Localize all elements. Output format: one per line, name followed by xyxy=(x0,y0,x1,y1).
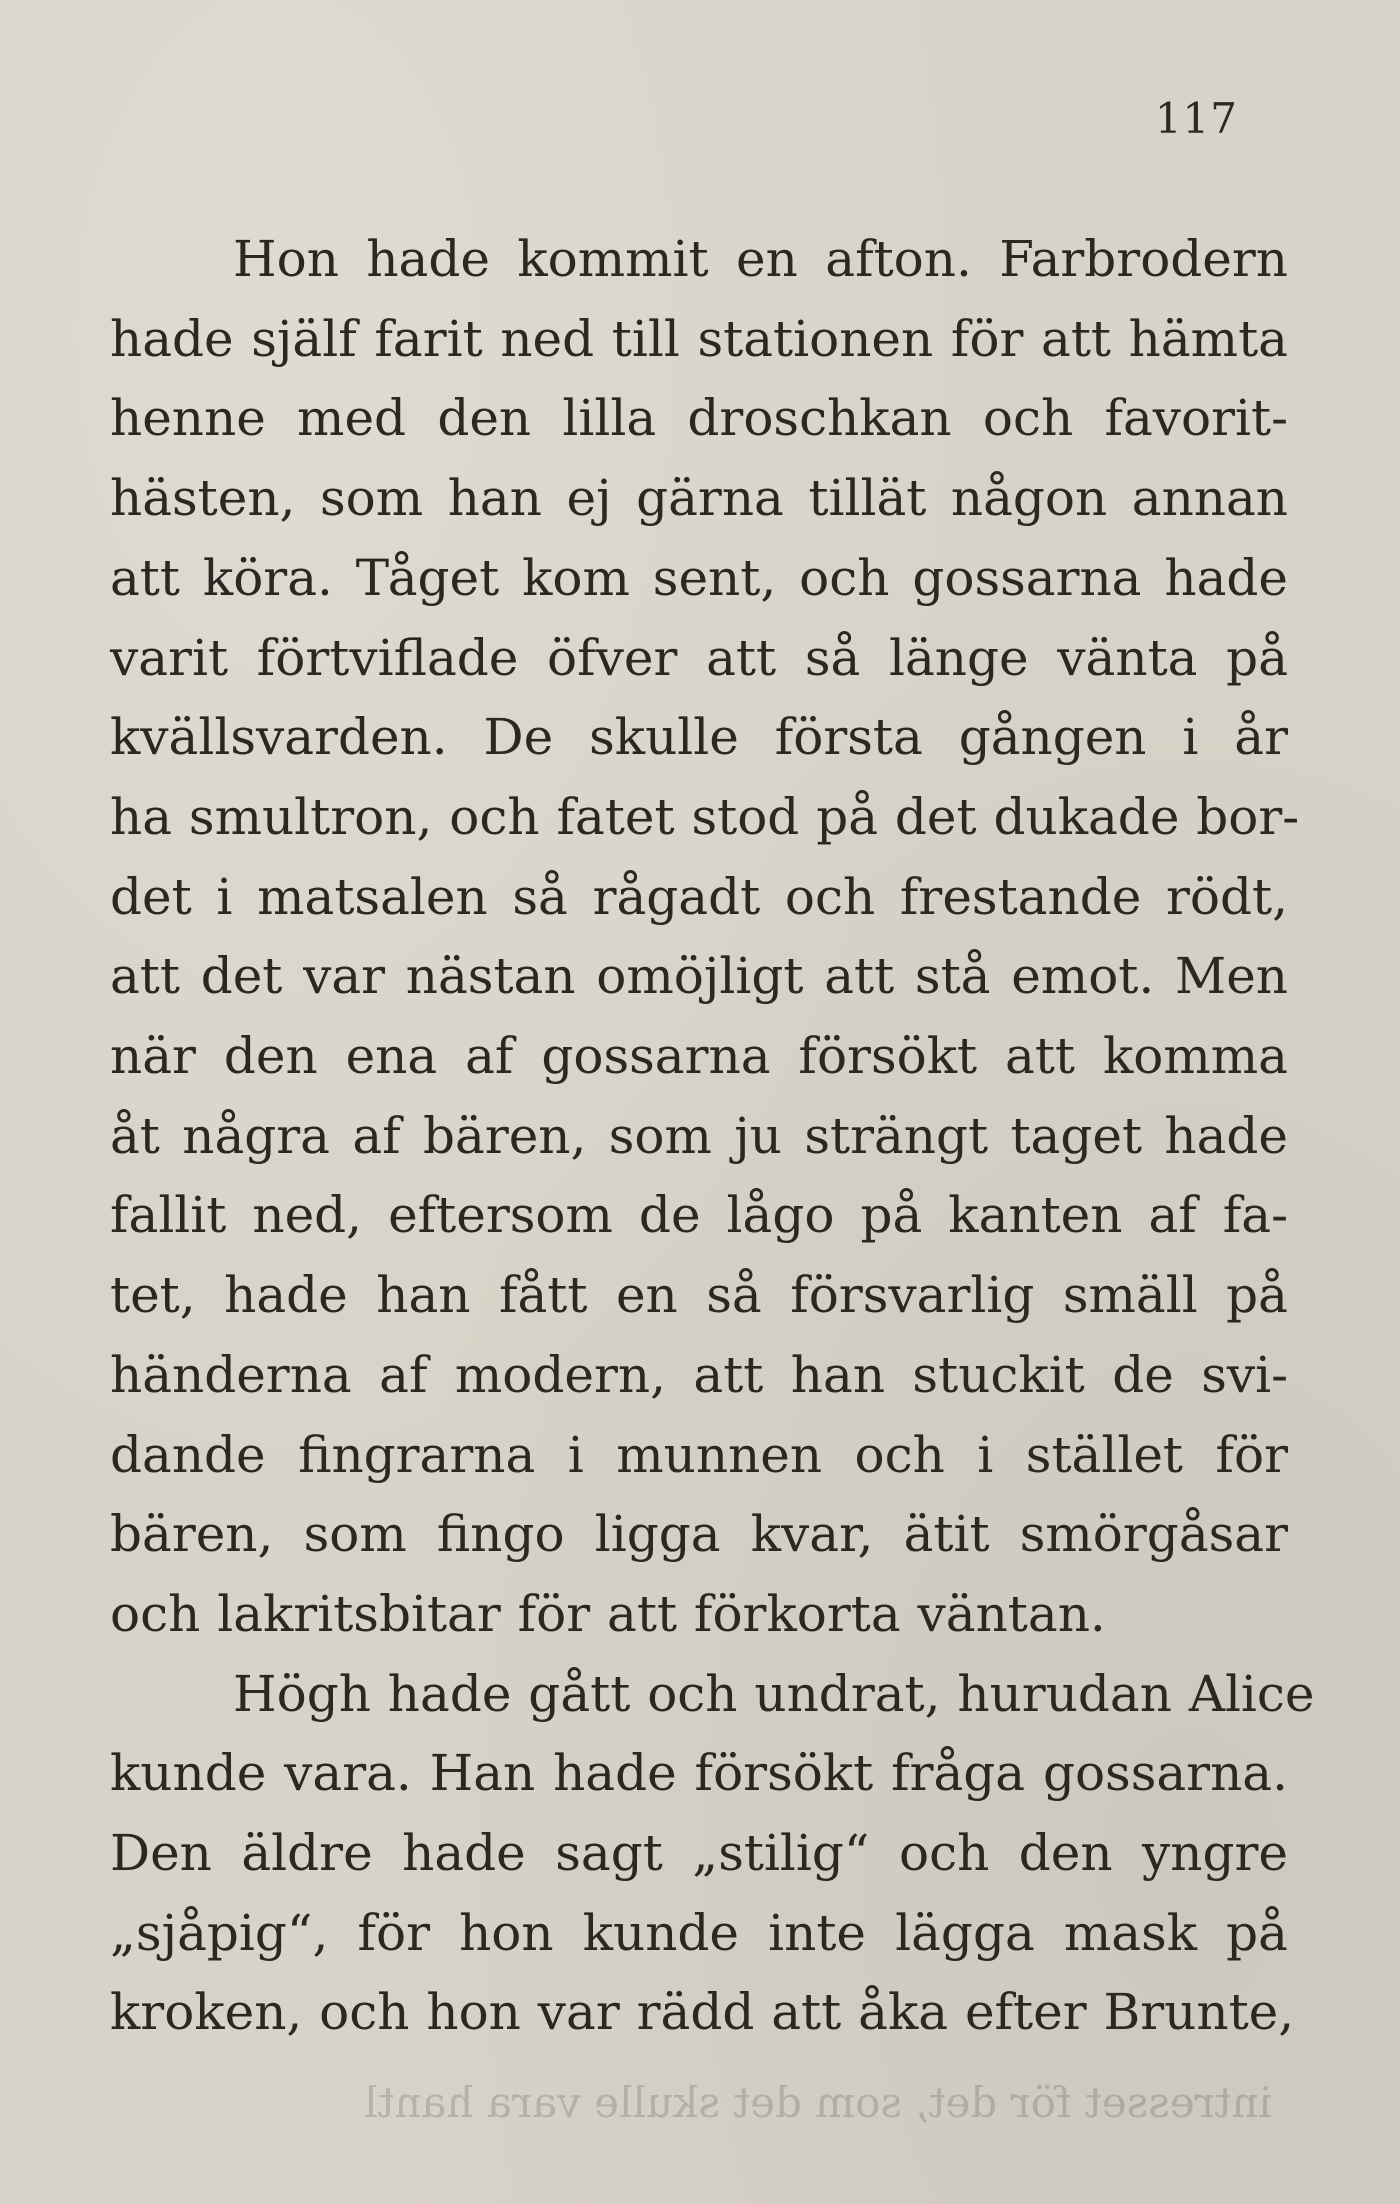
text-line-23: kroken, och hon var rädd att åka efter Brunte, xyxy=(110,1983,1295,2042)
text-line-4: hästen, som han ej gärna tillät någon annan xyxy=(110,469,1288,528)
text-line-10: att det var nästan omöjligt att stå emot. Men xyxy=(110,947,1288,1006)
text-line-15: händerna af modern, att han stuckit de svi- xyxy=(110,1345,1288,1404)
text-line-6: varit förtviflade öfver att så länge vänta på xyxy=(110,628,1288,687)
text-line-5: att köra. Tåget kom sent, och gossarna hade xyxy=(110,548,1288,607)
text-line-19: Högh hade gått och undrat, hurudan Alice xyxy=(233,1664,1315,1723)
text-line-16: dande fingrarna i munnen och i stället för xyxy=(110,1425,1288,1484)
page-number: 117 xyxy=(1154,94,1238,143)
text-line-21: Den äldre hade sagt „stilig“ och den yngre xyxy=(110,1824,1288,1883)
text-line-11: när den ena af gossarna försökt att komma xyxy=(110,1027,1288,1086)
text-line-17: bären, som fingo ligga kvar, ätit smörgåsar xyxy=(110,1505,1288,1564)
text-line-18: och lakritsbitar för att förkorta väntan. xyxy=(110,1584,1106,1643)
text-line-8: ha smultron, och fatet stod på det dukade bor- xyxy=(110,787,1300,846)
text-line-2: hade själf farit ned till stationen för att hämta xyxy=(110,309,1288,368)
text-line-12: åt några af bären, som ju strängt taget hade xyxy=(110,1106,1288,1165)
text-line-20: kunde vara. Han hade försökt fråga gossarna. xyxy=(110,1744,1288,1803)
text-line-7: kvällsvarden. De skulle första gången i år xyxy=(110,708,1288,767)
text-line-13: fallit ned, eftersom de lågo på kanten af fa- xyxy=(110,1186,1288,1245)
text-line-1: Hon hade kommit en afton. Farbrodern xyxy=(233,230,1288,288)
bleed-through-text: intresset för det, som det skulle vara hantl xyxy=(364,2078,1272,2127)
text-line-22: „sjåpig“, för hon kunde inte lägga mask på xyxy=(110,1903,1288,1962)
text-line-14: tet, hade han fått en så försvarlig smäll på xyxy=(110,1266,1288,1325)
body-text xyxy=(110,220,1315,2053)
text-line-3: henne med den lilla droschkan och favorit- xyxy=(110,389,1288,448)
text-line-9: det i matsalen så rågadt och frestande rödt, xyxy=(110,867,1288,926)
